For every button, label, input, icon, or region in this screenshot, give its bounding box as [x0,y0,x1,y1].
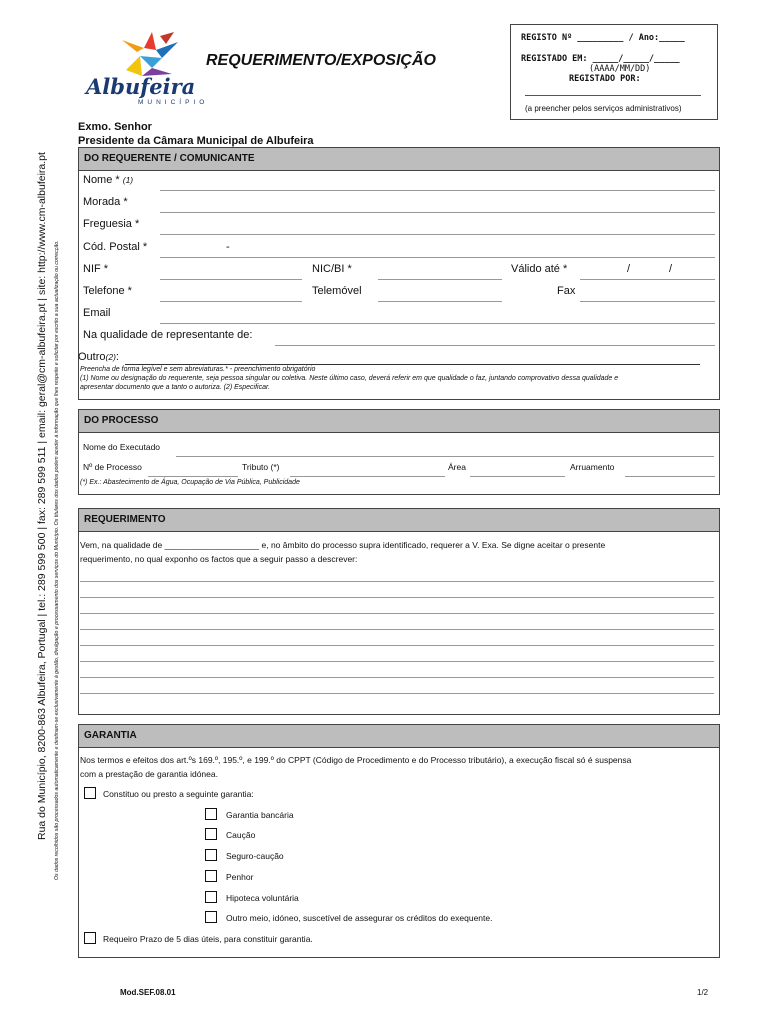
nif-label: NIF * [83,263,109,275]
section-heading: GARANTIA [79,725,719,748]
n-processo-label: Nº de Processo [83,462,142,472]
requerimento-text-2: requerimento, no qual exponho os factos que a seguir passo a descrever: [80,554,358,564]
penhor-label: Penhor [226,872,254,882]
processo-note: (*) Ex.: Abastecimento de Água, Ocupação de Via Pública, Publicidade [80,479,300,486]
arruamento-label: Arruamento [570,462,615,472]
nome-field[interactable] [160,190,715,191]
executado-label: Nome do Executado [83,442,161,452]
outro-field[interactable] [125,364,700,365]
section-heading: REQUERIMENTO [79,509,719,532]
email-field[interactable] [160,323,715,324]
cod-postal-field[interactable] [160,257,715,258]
valido-field[interactable] [580,279,715,280]
telemovel-label: Telemóvel [312,285,362,297]
outro-meio-label: Outro meio, idóneo, suscetível de assegurar os créditos do exequente. [226,913,493,923]
seguro-caucao-checkbox[interactable] [205,849,217,861]
description-line[interactable] [80,613,714,614]
registo-number: REGISTO Nº _________ / Ano:_____ [521,33,685,43]
registo-box [510,24,718,120]
seguro-caucao-label: Seguro-caução [226,851,284,861]
registo-note: (a preencher pelos serviços administrativos) [525,104,682,113]
freguesia-field[interactable] [160,234,715,235]
description-line[interactable] [80,629,714,630]
freguesia-label: Freguesia * [83,218,140,230]
cod-postal-dash: - [226,241,230,253]
telemovel-field[interactable] [378,301,502,302]
valido-slash-2: / [669,263,673,275]
requerimento-text-1: Vem, na qualidade de ____________________ e, no âmbito do processo supra identificado, requerer a V. Exa. Se digne aceitar o presente [80,540,606,550]
constituo-checkbox[interactable] [84,787,96,799]
arruamento-field[interactable] [625,476,715,477]
hipoteca-checkbox[interactable] [205,891,217,903]
page-title: REQUERIMENTO/EXPOSIÇÃO [206,52,436,69]
registado-em: REGISTADO EM: _____/_____/_____ [521,54,680,64]
section-requerente [78,147,720,400]
addressee-greeting: Exmo. Senhor [78,121,152,133]
page-number: 1/2 [697,988,709,997]
caucao-checkbox[interactable] [205,828,217,840]
description-line[interactable] [80,645,714,646]
nic-label: NIC/BI * [312,263,352,275]
registado-por: REGISTADO POR: [569,74,641,84]
tributo-field[interactable] [290,476,445,477]
qualidade-label: Na qualidade de representante de: [83,329,253,341]
penhor-checkbox[interactable] [205,870,217,882]
requerente-note-2: (1) Nome ou designação do requerente, seja pessoa singular ou coletiva. Neste último caso, deverá referir em que qualidade o faz, juntando comprovativo dessa qualidade e [80,375,619,382]
email-label: Email [83,307,111,319]
nic-field[interactable] [378,279,502,280]
form-code: Mod.SEF.08.01 [120,988,176,997]
logo-subtitle: MUNICÍPIO [138,99,209,106]
tributo-label: Tributo (*) [242,462,280,472]
caucao-label: Caução [226,830,256,840]
logo-name: Albufeira [86,74,196,99]
logo [82,26,209,106]
nome-label: Nome * (1) [83,174,134,186]
description-line[interactable] [80,677,714,678]
requerente-note-3: apresentar documento que a tanto o autoriza. (2) Especificar. [80,384,271,391]
garantia-text-2: com a prestação de garantia idónea. [80,769,218,779]
section-heading: DO REQUERENTE / COMUNICANTE [79,148,719,171]
prazo-label: Requeiro Prazo de 5 dias úteis, para constituir garantia. [103,934,313,944]
description-line[interactable] [80,661,714,662]
morada-label: Morada * [83,196,128,208]
date-format: (AAAA/MM/DD) [589,64,651,74]
cod-postal-label: Cód. Postal * [83,241,148,253]
garantia-bancaria-label: Garantia bancária [226,810,294,820]
outro-label: Outro(2): [78,351,119,363]
addressee-name: Presidente da Câmara Municipal de Albufeira [78,135,314,147]
executado-field[interactable] [176,456,714,457]
telefone-field[interactable] [160,301,302,302]
outro-meio-checkbox[interactable] [205,911,217,923]
fax-field[interactable] [580,301,715,302]
garantia-bancaria-checkbox[interactable] [205,808,217,820]
prazo-checkbox[interactable] [84,932,96,944]
side-contacts: Rua do Município, 8200-863 Albufeira, Portugal | tel.: 289 599 500 | fax: 289 599 511 | email: geral@cm-albufeira.pt | site: http://www.cm-albufeira.pt [36,152,48,840]
description-line[interactable] [80,597,714,598]
requerente-note-1: Preencha de forma legível e sem abreviaturas.* - preenchimento obrigatório [80,366,316,373]
n-processo-field[interactable] [148,476,238,477]
section-heading: DO PROCESSO [79,410,719,433]
hipoteca-label: Hipoteca voluntária [226,893,299,903]
nif-field[interactable] [160,279,302,280]
constituo-label: Constituo ou presto a seguinte garantia: [103,789,254,799]
description-line[interactable] [80,581,714,582]
fax-label: Fax [557,285,576,297]
qualidade-field[interactable] [275,345,715,346]
area-field[interactable] [470,476,565,477]
morada-field[interactable] [160,212,715,213]
side-privacy-note: Os dados recolhidos são processados automaticamente e destinam-se exclusivamente à gestão, divulgação e processamento dos serviços do Município. Os titulares dos dados podem aceder à informação que lhes respeite e solicitar por escrito a sua actualização ou correcção. [54,240,60,880]
telefone-label: Telefone * [83,285,132,297]
description-line[interactable] [80,693,714,694]
area-label: Área [448,462,466,472]
valido-slash-1: / [627,263,631,275]
garantia-text-1: Nos termos e efeitos dos art.ºs 169.º, 195.º, e 199.º do CPPT (Código de Procedimento e do Processo tributário), a execução fiscal só é suspensa [80,755,632,765]
valido-label: Válido até * [511,263,568,275]
